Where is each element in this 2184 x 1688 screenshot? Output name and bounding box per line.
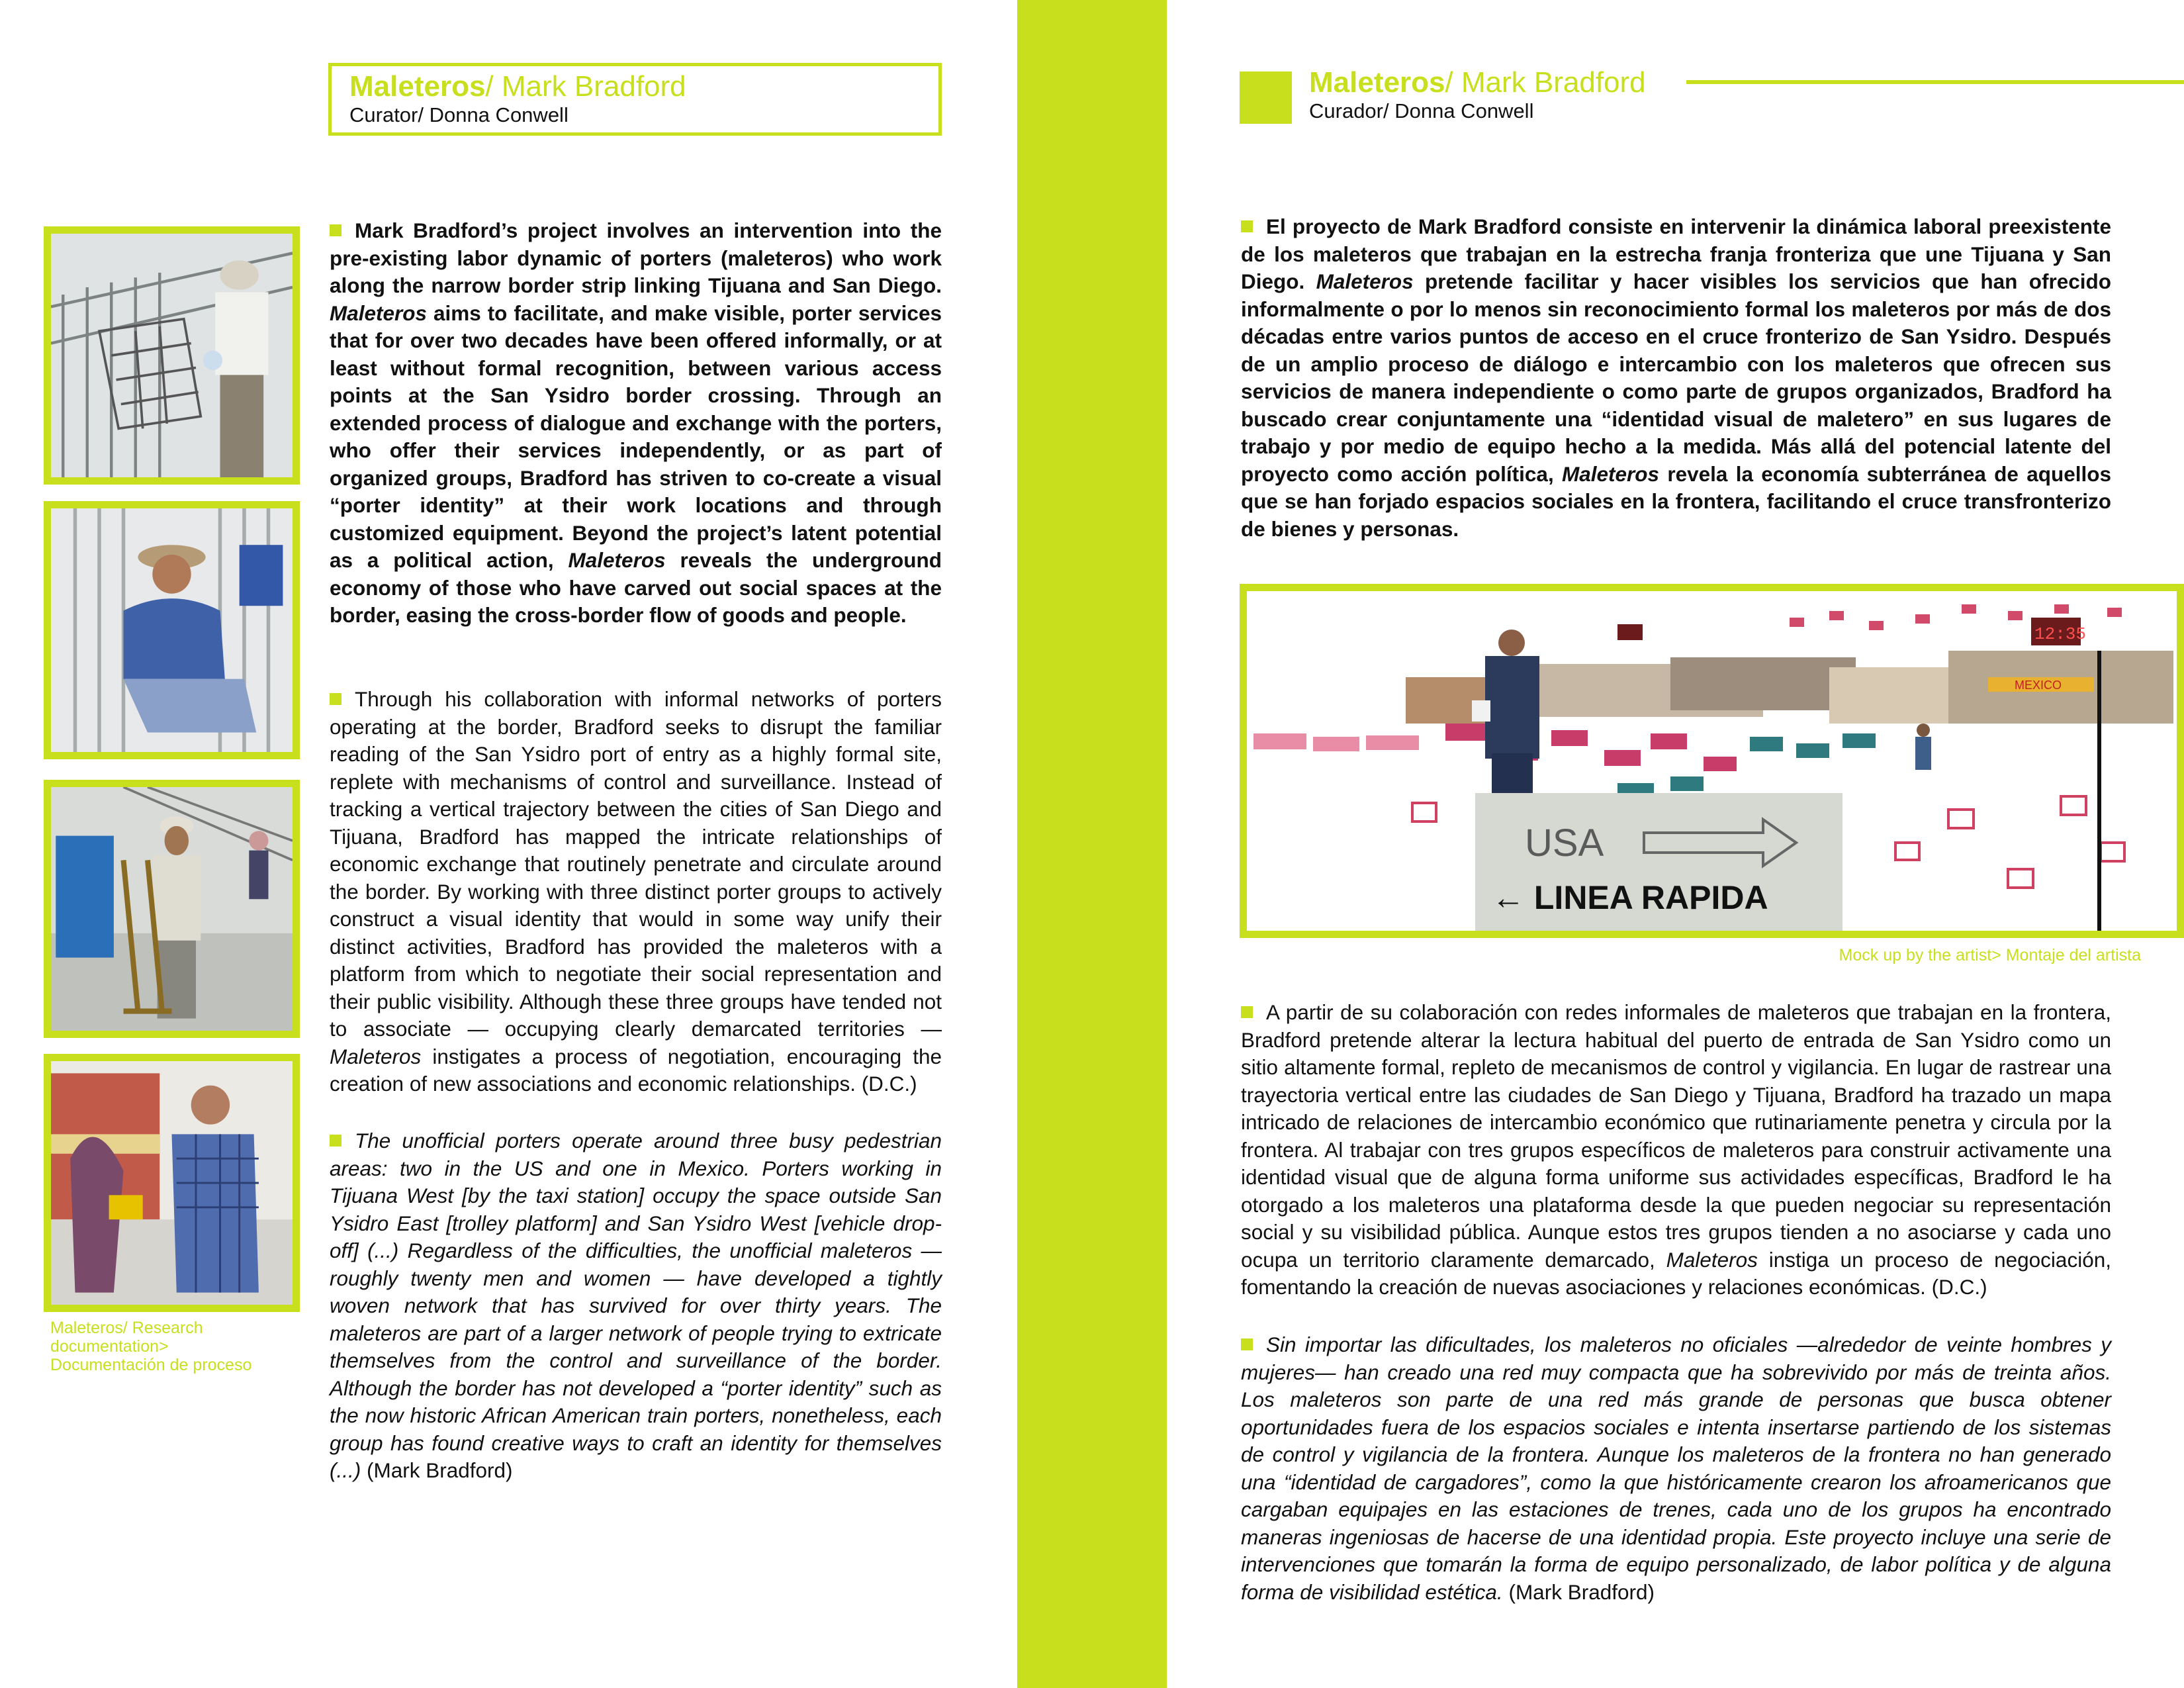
left-title [349, 70, 938, 103]
right-p1-em-2: Maleteros [1561, 461, 1660, 486]
porter-with-dolly-image [51, 787, 293, 1031]
border-crossing-collage-image [1247, 591, 2177, 931]
mockup-caption: Mock up by the artist> Montaje del artista [1839, 946, 2141, 964]
mexico-sign-text: MEXICO [2015, 679, 2062, 692]
research-photo-3 [44, 780, 300, 1038]
left-p1-text-a: Mark Bradford’s project involves an intervention into the pre-existing labor dynamic of porters (maleteros) who work along the narrow border strip linking Tijuana and San Diego. [330, 218, 942, 297]
left-p2-text-a: Through his collaboration with informal networks of porters operating at the border, Bradford seeks to disrupt the familiar reading of the San Ysidro port of entry as a highly formal site, replete with mechanisms of control and surveillance. Instead of tracking a vertical trajectory between the cities of San Diego and Tijuana, Bradford has mapped the intricate relationships of economic exchange that routinely penetrate and circulate around the border. By working with three distinct porter groups to actively construct a visual identity that would in some way unify their distinct activities, Bradford has provided the maleteros with a platform from which to negotiate their social representation and their public visibility. Although these three groups have tended not to associate — occupying clearly demarcated territories — [330, 687, 942, 1041]
left-title-box [328, 63, 942, 136]
porter-with-cart-image [51, 234, 293, 477]
right-p3-attribution: (Mark Bradford) [1502, 1579, 1655, 1604]
bullet-square-icon [330, 224, 341, 236]
left-title-bold: Maleteros [349, 70, 486, 103]
right-paragraph-2 [1241, 999, 2111, 1301]
bullet-square-icon [330, 693, 341, 705]
left-p1-em-2: Maleteros [568, 548, 666, 572]
research-photo-caption [50, 1319, 308, 1374]
right-p3-italic: Sin importar las dificultades, los maleteros no oficiales —alrededor de veinte hombres y mujeres— han creado una red muy compacta que ha sobrevivido por más de treinta años. Los maleteros son parte de una red más grande de personas que busca obtener oportunidades fuera de los espacios sociales e intenta insertarse partiendo de los sistemas de control y vigilancia de la frontera. Aunque los maleteros de la frontera no han generado una “identidad de cargadores”, como la que históricamente crearon los afroamericanos que cargaban equipajes en las estaciones de trenes, cada uno de los grupos ha encontrado maneras ingeniosas de hacerse de una identidad propia. Este proyecto incluye una serie de intervenciones que tomarán la forma de equipo personalizado, de labor política y de alguna forma de visibilidad estética. [1241, 1333, 2111, 1604]
left-subtitle: Curator/ Donna Conwell [349, 103, 569, 126]
left-p2-text-b: instigates a process of negotiation, encouraging the creation of new associations and economic relationships. (D.C.) [330, 1044, 942, 1096]
seated-porter-image [51, 508, 293, 752]
right-p1-text-c: revela la economía subterránea de aquellos que se han forjado espacios sociales en la frontera, facilitando el cruce transfronterizo de bienes y personas. [1241, 461, 2112, 541]
left-p3-italic: The unofficial porters operate around three busy pedestrian areas: two in the US and one in Mexico. Porters working in Tijuana West [by the taxi station] occupy the space outside San Ysidro East [trolley platform] and San Ysidro West [vehicle drop-off] (...) Regardless of the difficulties, the unofficial maleteros — roughly twenty men and women — have developed a tightly woven network that has survived for over thirty years. The maleteros are part of a larger network of people trying to extricate themselves from the control and surveillance of the border. Although the border has not developed a “porter identity” such as the now historic African American train porters, nonetheless, each group has found creative ways to craft an identity for themselves (...) [330, 1129, 942, 1482]
bullet-square-icon [1241, 1006, 1253, 1018]
right-paragraph-3 [1241, 1331, 2111, 1606]
left-paragraph-1 [330, 217, 942, 630]
right-p2-text-a: A partir de su colaboración con redes informales de maleteros que trabajan en la frontera, Bradford pretende alterar la lectura habitual del puerto de entrada de San Ysidro como un sitio altamente formal, repleto de mecanismos de control y vigilancia. En lugar de rastrear una trayectoria vertical entre las ciudades de San Diego y Tijuana, Bradford ha trazado un mapa intricado de relaciones de intercambio económico que rutinariamente penetra y circula por la frontera. Al trabajar con tres grupos específicos de maleteros para construir activamente una identidad visual que de alguna forma uniforme sus actividades específicas, Bradford le ha otorgado a los maleteros una plataforma desde la que pueden negociar su representación social y su visibilidad pública. Aunque estos tres grupos tienden a no asociarse y cada uno ocupa un territorio claramente demarcado, [1241, 1000, 2111, 1272]
research-photo-1 [44, 226, 300, 485]
right-p2-text-b: instiga un proceso de negociación, fomentando la creación de nuevas asociaciones y relaciones económicas. (D.C.) [1241, 1247, 2111, 1299]
right-paragraph-1 [1241, 213, 2111, 543]
left-paragraph-3 [330, 1127, 942, 1485]
left-p1-text-b: aims to facilitate, and make visible, porter services that for over two decades have been offered informally, or at least without formal recognition, between various access points at the San Ysidro border crossing. Through an extended process of dialogue and exchange with the porters, who offer their services independently, or as part of organized groups, Bradford has striven to co-create a visual “porter identity” at their work locations and through customized equipment. Beyond the project’s latent potential as a political action, [330, 301, 942, 572]
left-p1-em-1: Maleteros [330, 301, 428, 325]
left-paragraph-2 [330, 686, 942, 1098]
research-photo-4 [44, 1054, 300, 1312]
right-title-rest: / Mark Bradford [1445, 66, 1646, 99]
right-p1-em-1: Maleteros [1316, 269, 1414, 293]
clock-display-text: 12:35 [2034, 624, 2087, 644]
porter-standing-image [51, 1061, 293, 1305]
right-title-square [1240, 71, 1292, 124]
research-photo-2 [44, 501, 300, 759]
artist-mockup-image [1240, 584, 2184, 938]
left-p2-em: Maleteros [330, 1044, 422, 1068]
left-p1-text-c: reveals the underground economy of those who have carved out social spaces at the border, easing the cross-border flow of goods and people. [330, 548, 942, 627]
caption-line-2: documentation> [50, 1337, 169, 1356]
usa-graffiti-text: USA [1525, 821, 1604, 865]
linea-rapida-text: ← LINEA RAPIDA [1492, 879, 1768, 916]
left-title-rest: / Mark Bradford [485, 70, 686, 103]
right-p1-text-b: pretende facilitar y hacer visibles los servicios que han ofrecido informalmente o por lo menos sin reconocimiento formal los maleteros por más de dos décadas entre varios puntos de acceso en el cruce fronterizo de San Ysidro. Después de un amplio proceso de diálogo e intercambio con los maleteros que ofrecen sus servicios de manera independiente o como parte de grupos organizados, Bradford ha buscado crear conjuntamente una “identidad visual de maletero” en sus lugares de trabajo y por medio de equipo hecho a la medida. Más allá del potencial latente del proyecto como acción política, [1241, 269, 2111, 486]
bullet-square-icon [1241, 220, 1253, 232]
right-p2-em: Maleteros [1666, 1247, 1758, 1272]
right-p1-text-a: El proyecto de Mark Bradford consiste en intervenir la dinámica laboral preexistente de los maleteros que trabajan en la estrecha franja fronteriza que une Tijuana y San Diego. [1241, 214, 2111, 293]
caption-line-3: Documentación de proceso [50, 1356, 252, 1374]
center-spine [1017, 0, 1167, 1688]
left-p3-attribution: (Mark Bradford) [361, 1458, 513, 1482]
bullet-square-icon [1241, 1338, 1253, 1350]
right-title-bold: Maleteros [1309, 66, 1445, 99]
right-subtitle: Curador/ Donna Conwell [1309, 99, 1534, 122]
bullet-square-icon [330, 1135, 341, 1147]
right-title-rule [1686, 80, 2184, 84]
right-title [1309, 66, 1646, 123]
caption-line-1: Maleteros/ Research [50, 1319, 203, 1337]
